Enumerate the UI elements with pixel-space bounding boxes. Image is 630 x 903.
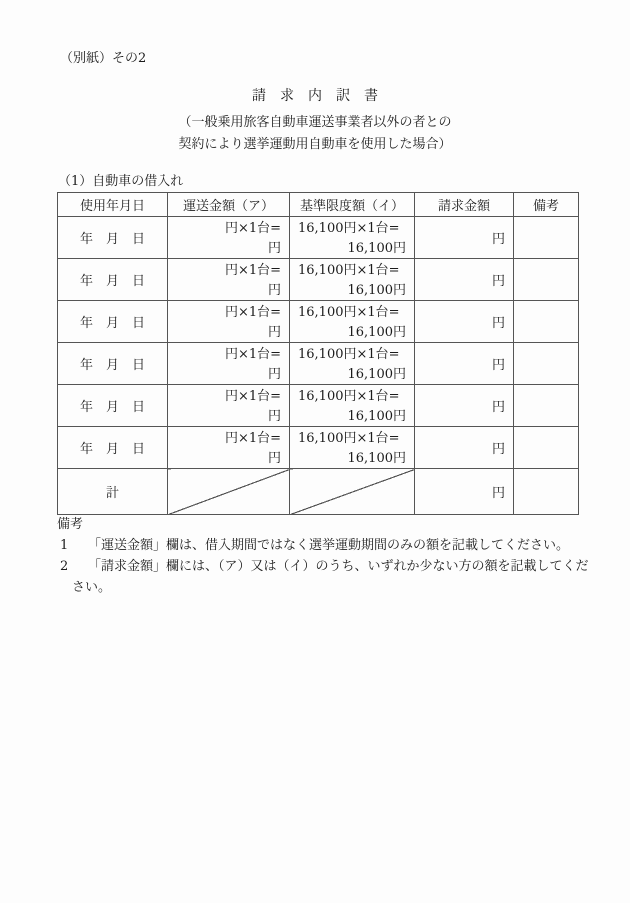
- vehicle-rental-table: [57, 192, 579, 515]
- standard-limit-cell: [290, 385, 415, 427]
- standard-limit-line2: 16,100円: [347, 324, 406, 340]
- note-number: 2: [60, 559, 69, 574]
- col-header-transport-amount: 運送金額（ア）: [168, 193, 290, 217]
- transport-amount-line1: 円×1台=: [224, 430, 281, 446]
- notes-list: [57, 535, 597, 598]
- transport-amount-line2: 円: [267, 282, 281, 298]
- remarks-cell[interactable]: [514, 259, 579, 301]
- standard-limit-line1: 16,100円×1台=: [298, 346, 400, 362]
- title-block: [0, 85, 630, 156]
- transport-amount-line1: 円×1台=: [224, 388, 281, 404]
- table-row: [58, 385, 579, 427]
- table-header-row: [58, 193, 579, 217]
- total-label-cell: 計: [58, 469, 168, 515]
- transport-amount-line1: 円×1台=: [224, 304, 281, 320]
- standard-limit-line2: 16,100円: [347, 366, 406, 382]
- standard-limit-line2: 16,100円: [347, 450, 406, 466]
- usage-date-cell[interactable]: 年 月 日: [58, 301, 168, 343]
- diagonal-strikethrough-cell: [168, 469, 290, 515]
- standard-limit-cell: [290, 343, 415, 385]
- standard-limit-line1: 16,100円×1台=: [298, 430, 400, 446]
- document-subtitle-line2: 契約により選挙運動用自動車を使用した場合）: [178, 137, 452, 152]
- document-subtitle-line1: （一般乗用旅客自動車運送事業者以外の者との: [178, 115, 452, 130]
- document-title: 請 求 内 訳 書: [252, 88, 378, 104]
- note-item: [57, 556, 597, 598]
- claim-amount-cell[interactable]: 円: [415, 385, 514, 427]
- standard-limit-line1: 16,100円×1台=: [298, 262, 400, 278]
- remarks-cell[interactable]: [514, 217, 579, 259]
- standard-limit-line2: 16,100円: [347, 408, 406, 424]
- transport-amount-line2: 円: [267, 240, 281, 256]
- transport-amount-cell[interactable]: [168, 343, 290, 385]
- standard-limit-cell: [290, 427, 415, 469]
- note-item: [57, 535, 597, 556]
- transport-amount-cell[interactable]: [168, 385, 290, 427]
- note-text: 「運送金額」欄は、借入期間ではなく選挙運動期間のみの額を記載してください。: [88, 538, 570, 553]
- usage-date-cell[interactable]: 年 月 日: [58, 427, 168, 469]
- transport-amount-line2: 円: [267, 408, 281, 424]
- table-row: [58, 301, 579, 343]
- standard-limit-line1: 16,100円×1台=: [298, 304, 400, 320]
- transport-amount-cell[interactable]: [168, 427, 290, 469]
- remarks-cell[interactable]: [514, 301, 579, 343]
- note-number: 1: [60, 538, 69, 553]
- claim-amount-cell[interactable]: 円: [415, 301, 514, 343]
- note-text: 「請求金額」欄には、（ア）又は（イ）のうち、いずれか少ない方の額を記載してください。: [72, 559, 589, 595]
- remarks-cell[interactable]: [514, 427, 579, 469]
- col-header-claim-amount: 請求金額: [415, 193, 514, 217]
- usage-date-cell[interactable]: 年 月 日: [58, 385, 168, 427]
- transport-amount-line1: 円×1台=: [224, 220, 281, 236]
- transport-amount-cell[interactable]: [168, 217, 290, 259]
- table-row: [58, 427, 579, 469]
- transport-amount-cell[interactable]: [168, 301, 290, 343]
- claim-amount-cell[interactable]: 円: [415, 427, 514, 469]
- col-header-standard-limit: 基準限度額（イ）: [290, 193, 415, 217]
- standard-limit-line1: 16,100円×1台=: [298, 220, 400, 236]
- transport-amount-cell[interactable]: [168, 259, 290, 301]
- standard-limit-cell: [290, 259, 415, 301]
- usage-date-cell[interactable]: 年 月 日: [58, 259, 168, 301]
- claim-amount-cell[interactable]: 円: [415, 343, 514, 385]
- standard-limit-line2: 16,100円: [347, 240, 406, 256]
- col-header-usage-date: 使用年月日: [58, 193, 168, 217]
- remarks-cell[interactable]: [514, 385, 579, 427]
- total-row: [58, 469, 579, 515]
- table-row: [58, 217, 579, 259]
- table-row: [58, 343, 579, 385]
- table-body: [58, 217, 579, 469]
- diagonal-strikethrough-cell: [290, 469, 415, 515]
- total-remarks-cell: [514, 469, 579, 515]
- table-row: [58, 259, 579, 301]
- claim-amount-cell[interactable]: 円: [415, 259, 514, 301]
- remarks-cell[interactable]: [514, 343, 579, 385]
- standard-limit-line1: 16,100円×1台=: [298, 388, 400, 404]
- notes-heading: 備考: [57, 517, 84, 532]
- transport-amount-line1: 円×1台=: [224, 262, 281, 278]
- claim-amount-cell[interactable]: 円: [415, 217, 514, 259]
- transport-amount-line2: 円: [267, 450, 281, 466]
- notes-section: [57, 514, 597, 598]
- total-claim-amount-cell: 円: [415, 469, 514, 515]
- standard-limit-line2: 16,100円: [347, 282, 406, 298]
- standard-limit-cell: [290, 301, 415, 343]
- table-footer: [58, 469, 579, 515]
- transport-amount-line1: 円×1台=: [224, 346, 281, 362]
- section-label: （1）自動車の借入れ: [58, 174, 184, 189]
- standard-limit-cell: [290, 217, 415, 259]
- usage-date-cell[interactable]: 年 月 日: [58, 217, 168, 259]
- usage-date-cell[interactable]: 年 月 日: [58, 343, 168, 385]
- sheet-annotation: （別紙）その2: [60, 51, 147, 66]
- transport-amount-line2: 円: [267, 324, 281, 340]
- transport-amount-line2: 円: [267, 366, 281, 382]
- col-header-remarks: 備考: [514, 193, 579, 217]
